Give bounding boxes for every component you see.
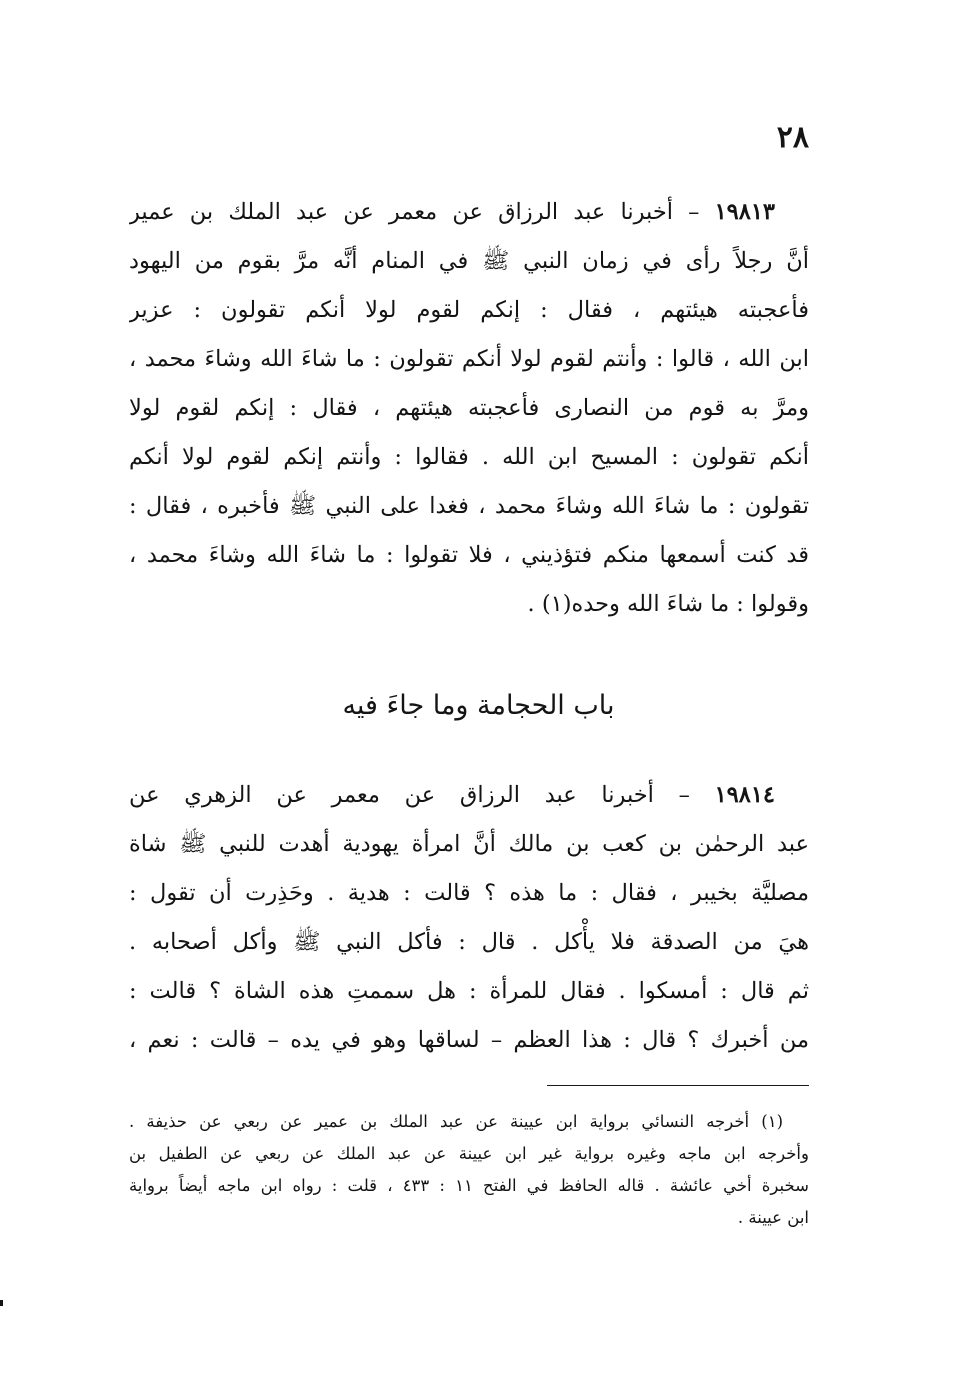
margin-mark bbox=[0, 1300, 3, 1306]
hadith-number: ١٩٨١٣ bbox=[714, 199, 775, 225]
section-title bbox=[0, 690, 957, 721]
hadith-line: أنَّ رجلاً رأى في زمان النبي ﷺ في المنام أنَّه مرَّ بقوم من اليهود bbox=[129, 248, 809, 274]
footnote-line: سخبرة أخي عائشة . قاله الحافظ في الفتح ١١ : ٤٣٣ ، قلت : رواه ابن ماجه أيضاً برواية bbox=[129, 1176, 809, 1195]
hadith-line: تقولون : ما شاءَ الله وشاءَ محمد ، فغدا على النبي ﷺ فأخبره ، فقال : bbox=[129, 493, 809, 519]
hadith-line: ومرَّ به قوم من النصارى فأعجبته هيئتهم ، فقال : إنكم لقوم لولا bbox=[129, 395, 809, 421]
hadith-number: ١٩٨١٤ bbox=[714, 782, 775, 808]
hadith-line: فأعجبته هيئتهم ، فقال : إنكم لقوم لولا أنكم تقولون : عزير bbox=[129, 297, 809, 323]
hadith-line: وقولوا : ما شاءَ الله وحده(١) . bbox=[527, 591, 809, 617]
hadith-line: من أخبرك ؟ قال : هذا العظم – لساقها وهو في يده – قالت : نعم ، bbox=[129, 1027, 809, 1053]
hadith-line: هيَ من الصدقة فلا يأْكل . قال : فأكل النبي ﷺ وأكل أصحابه . bbox=[129, 929, 809, 955]
hadith-text: – أخبرنا عبد الرزاق عن معمر عن الزهري عن bbox=[129, 782, 690, 808]
page-number: ٢٨ bbox=[776, 120, 809, 155]
hadith-line: ثم قال : أمسكوا . فقال للمرأة : هل سممتِ هذه الشاة ؟ قالت : bbox=[129, 978, 809, 1004]
footnotes bbox=[129, 1106, 809, 1234]
hadith-line: قد كنت أسمعها منكم فتؤذيني ، فلا تقولوا : ما شاءَ الله وشاءَ محمد ، bbox=[129, 542, 809, 568]
hadith-19814 bbox=[129, 771, 809, 1065]
footnote-line: (١) أخرجه النسائي برواية ابن عيينة عن عبد الملك بن عمير عن ربعي عن حذيفة . bbox=[129, 1112, 783, 1131]
hadith-line bbox=[129, 771, 809, 820]
footnote-divider bbox=[547, 1085, 809, 1086]
hadith-line: مصليَّة بخيبر ، فقال : ما هذه ؟ قالت : هدية . وحَذِرت أن تقول : bbox=[129, 880, 809, 906]
footnote-line: ابن عيينة . bbox=[737, 1208, 809, 1227]
hadith-19813 bbox=[129, 188, 809, 629]
section-title-text: باب الحجامة وما جاءَ فيه bbox=[342, 690, 615, 721]
hadith-line: ابن الله ، قالوا : وأنتم لقوم لولا أنكم تقولون : ما شاءَ الله وشاءَ محمد ، bbox=[129, 346, 809, 372]
hadith-line: عبد الرحمٰن بن كعب بن مالك أنَّ امرأة يهودية أهدت للنبي ﷺ شاة bbox=[129, 831, 809, 857]
hadith-text: – أخبرنا عبد الرزاق عن معمر عن عبد الملك بن عمير bbox=[129, 199, 700, 225]
hadith-line bbox=[129, 188, 809, 237]
hadith-line: أنكم تقولون : المسيح ابن الله . فقالوا : وأنتم إنكم لقوم لولا أنكم bbox=[129, 444, 809, 470]
footnote-line: وأخرجه ابن ماجه وغيره برواية غير ابن عيينة عن عبد الملك عن ربعي عن الطفيل بن bbox=[129, 1144, 809, 1163]
